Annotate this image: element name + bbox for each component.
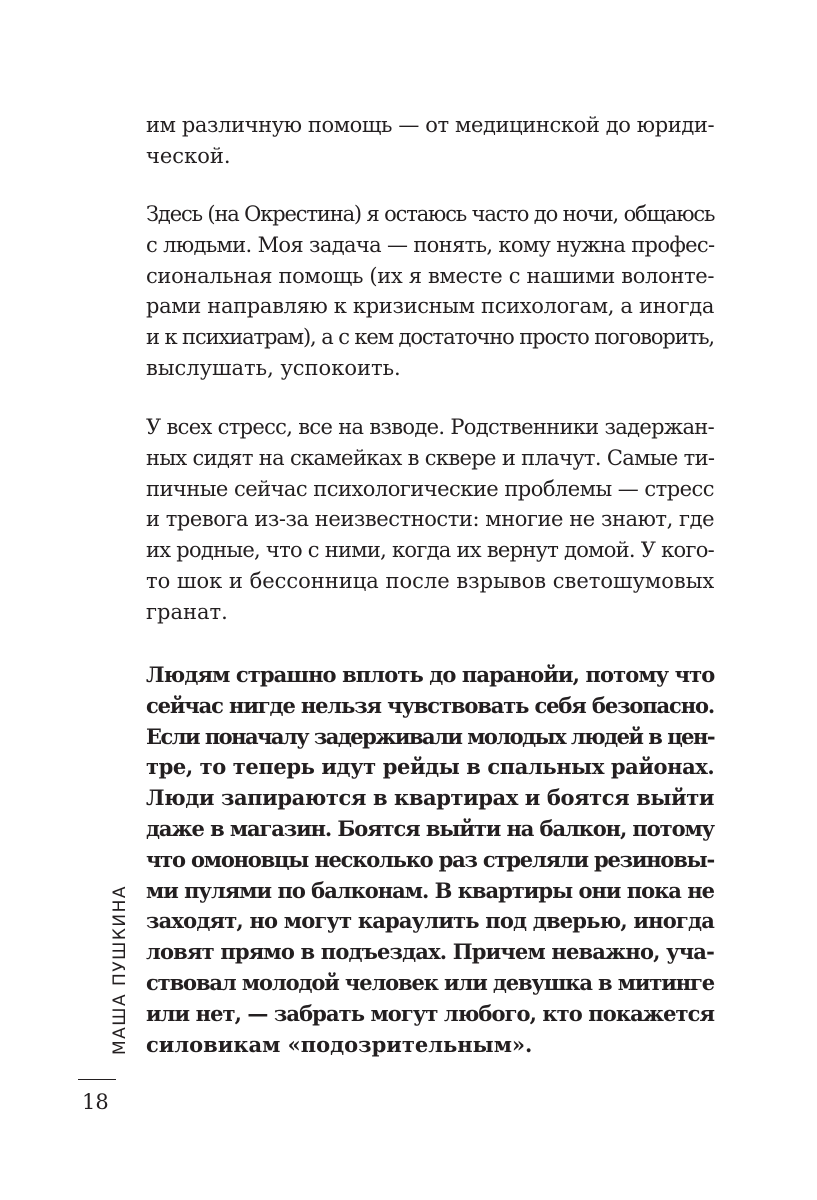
text-line: ствовал молодой человек или девушка в митинге	[146, 969, 714, 995]
text-line: сейчас нигде нельзя чувствовать себя безопасно.	[146, 692, 715, 718]
running-head-author: МАША ПУШКИНА	[110, 884, 130, 1055]
text-line: и тревога из-за неизвестности: многие не знают, где	[146, 507, 715, 532]
text-line: тре, то теперь идут рейды в спальных районах.	[146, 754, 715, 780]
text-line: силовикам «подозрительным».	[146, 1031, 533, 1057]
text-line: выслушать, успокоить.	[146, 355, 401, 380]
text-line: что омоновцы несколько раз стреляли резиновы-	[146, 846, 714, 872]
paragraph-3	[146, 412, 714, 628]
folio-rule	[78, 1079, 116, 1080]
text-line: или нет, — забрать могут любого, кто покажется	[146, 1000, 715, 1026]
text-line: пичные сейчас психологические проблемы — стресс	[146, 476, 714, 501]
text-line: У всех стресс, все на взводе. Родственники задержан-	[146, 415, 714, 439]
text-line: то шок и бессонница после взрывов светошумовых	[146, 568, 715, 593]
text-line: заходят, но могут караулить под дверью, иногда	[146, 908, 714, 934]
text-line: им различную помощь — от медицинской до юриди-	[146, 113, 715, 137]
page-number: 18	[82, 1090, 109, 1114]
text-line: их родные, что с ними, когда их вернут домой. У кого-	[146, 538, 714, 563]
paragraph-4-bold	[146, 660, 714, 1060]
paragraph-2	[146, 199, 714, 384]
text-line: даже в магазин. Боятся выйти на балкон, потому	[146, 815, 714, 841]
text-line: Люди запираются в квартирах и боятся выйти	[146, 785, 714, 811]
text-line: Здесь (на Окрестина) я остаюсь часто до ночи, общаюсь	[146, 202, 715, 226]
text-line: рами направляю к кризисным психологам, а иногда	[146, 294, 714, 319]
text-line: ми пулями по балконам. В квартиры они пока не	[146, 877, 714, 903]
text-line: гранат.	[146, 599, 228, 624]
text-line: ных сидят на скамейках в сквере и плачут. Самые ти-	[146, 445, 715, 470]
text-line: и к психиатрам), а с кем достаточно просто поговорить,	[146, 325, 714, 350]
text-line: ческой.	[146, 143, 231, 168]
paragraph-1	[146, 110, 714, 172]
text-line: ловят прямо в подъездах. Причем неважно, уча-	[146, 939, 714, 965]
text-line: Если поначалу задерживали молодых людей в цен-	[146, 723, 714, 749]
text-line: сиональная помощь (их я вместе с нашими волонте-	[146, 263, 715, 288]
text-line: Людям страшно вплоть до паранойи, потому что	[146, 662, 715, 687]
text-line: с людьми. Моя задача — понять, кому нужна профес-	[146, 232, 715, 257]
